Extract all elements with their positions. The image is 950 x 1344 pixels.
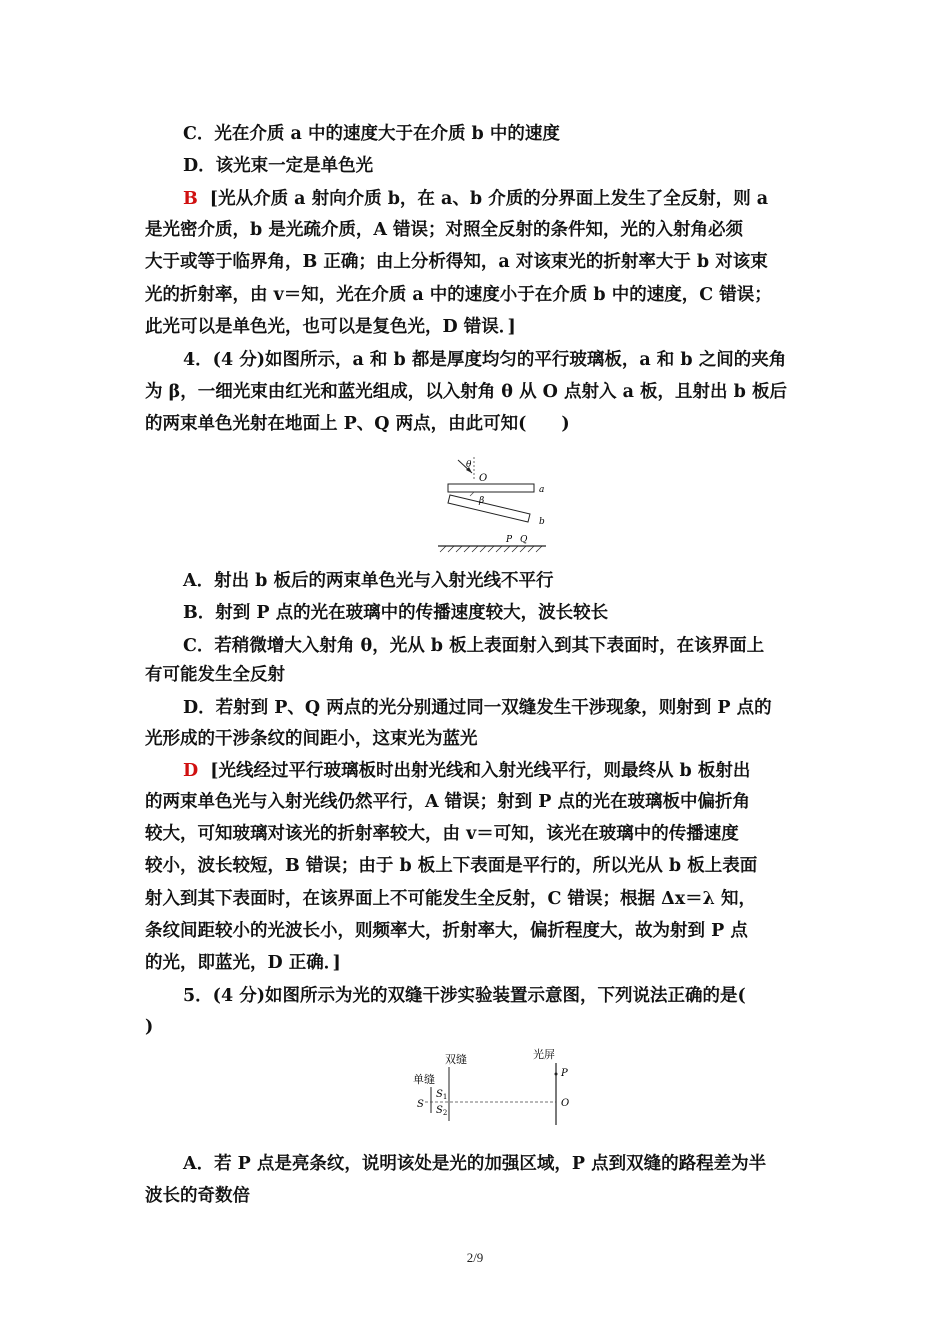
- answer-3-line-5: 此光可以是单色光，也可以是复色光，D 错误．]: [145, 317, 516, 337]
- screen-label: 光屏: [533, 1048, 555, 1061]
- beta-arc: [470, 492, 474, 496]
- glass-plates-figure: [430, 445, 560, 560]
- option-4c-line-2: 有可能发生全反射: [145, 665, 285, 685]
- option-4b: B．射到 P 点的光在玻璃中的传播速度较大，波长较长: [183, 603, 609, 623]
- o-label: O: [479, 473, 488, 484]
- plate-b: [448, 495, 530, 522]
- o-point-label: O: [561, 1098, 570, 1109]
- single-slit-label: 单缝: [413, 1073, 435, 1086]
- answer-4-line-6: 条纹间距较小的光波长小，则频率大，折射率大，偏折程度大，故为射到 P 点: [145, 921, 748, 941]
- answer-3-line-4: 光的折射率，由 v＝知，光在介质 a 中的速度小于在介质 b 中的速度，C 错误；: [145, 285, 772, 305]
- option-4c-line-1: C．若稍微增大入射角 θ，光从 b 板上表面射入到其下表面时，在该界面上: [183, 636, 765, 656]
- plate-a-label: a: [539, 485, 545, 495]
- answer-4-line-2: 的两束单色光与入射光线仍然平行，A 错误；射到 P 点的光在玻璃板中偏折角: [145, 792, 751, 812]
- plate-b-label: b: [539, 517, 545, 527]
- answer-3-line-2: 是光密介质，b 是光疏介质，A 错误；对照全反射的条件知，光的入射角必须: [145, 220, 743, 240]
- q-label: Q: [520, 535, 528, 545]
- option-4a: A．射出 b 板后的两束单色光与入射光线不平行: [183, 571, 554, 591]
- question-4-stem-2: 为 β，一细光束由红光和蓝光组成，以入射角 θ 从 O 点射入 a 板，且射出 b 板后: [145, 382, 787, 402]
- option-5a-line-1: A．若 P 点是亮条纹，说明该处是光的加强区域，P 点到双缝的路程差为半: [183, 1154, 767, 1174]
- theta-label: θ: [466, 460, 472, 470]
- point-p: [555, 1073, 558, 1076]
- question-5-stem-1: 5．(4 分)如图所示为光的双缝干涉实验装置示意图，下列说法正确的是(: [183, 986, 746, 1006]
- page-number: 2/9: [466, 1250, 484, 1265]
- plate-a: [448, 484, 534, 492]
- question-5-stem-2: ): [145, 1017, 154, 1037]
- double-slit-figure: [405, 1045, 585, 1125]
- question-4-stem-1: 4．(4 分)如图所示，a 和 b 都是厚度均匀的平行玻璃板，a 和 b 之间的夹角: [183, 350, 787, 370]
- answer-4-line-3: 较大，可知玻璃对该光的折射率较大，由 v＝可知，该光在玻璃中的传播速度: [145, 824, 739, 844]
- answer-4-letter: D: [183, 761, 199, 781]
- p-label: P: [506, 535, 513, 545]
- answer-4-line-5: 射入到其下表面时，在该界面上不可能发生全反射，C 错误；根据 Δx＝λ 知，: [145, 889, 756, 909]
- answer-3-line-1: B [光从介质 a 射向介质 b，在 a、b 介质的分界面上发生了全反射，则 a: [183, 189, 769, 209]
- option-4d-line-1: D．若射到 P、Q 两点的光分别通过同一双缝发生干涉现象，则射到 P 点的: [183, 698, 772, 718]
- double-slit-label: 双缝: [445, 1053, 467, 1066]
- answer-3-line-3: 大于或等于临界角，B 正确；由上分析得知，a 对该束光的折射率大于 b 对该束: [145, 252, 768, 272]
- question-4-stem-3: 的两束单色光射在地面上 P、Q 两点，由此可知( ): [145, 414, 570, 434]
- beta-label: β: [479, 496, 485, 506]
- s2-label: $S_2$: [436, 1105, 448, 1117]
- option-5a-line-2: 波长的奇数倍: [145, 1186, 250, 1206]
- ground-hatching: [440, 546, 542, 552]
- option-4d-line-2: 光形成的干涉条纹的间距小，这束光为蓝光: [145, 729, 478, 749]
- answer-4-line-4: 较小，波长较短，B 错误；由于 b 板上下表面是平行的，所以光从 b 板上表面: [145, 856, 758, 876]
- s1-label: $S_1$: [436, 1089, 448, 1101]
- answer-4-line-7: 的光，即蓝光，D 正确．]: [145, 953, 341, 973]
- option-3c: C．光在介质 a 中的速度大于在介质 b 中的速度: [183, 124, 560, 144]
- p-point-label: P: [561, 1068, 568, 1079]
- option-3d: D．该光束一定是单色光: [183, 156, 374, 176]
- s-label: S: [417, 1099, 424, 1110]
- answer-3-letter: B: [183, 189, 198, 209]
- answer-4-line-1: D [光线经过平行玻璃板时出射光线和入射光线平行，则最终从 b 板射出: [183, 761, 751, 781]
